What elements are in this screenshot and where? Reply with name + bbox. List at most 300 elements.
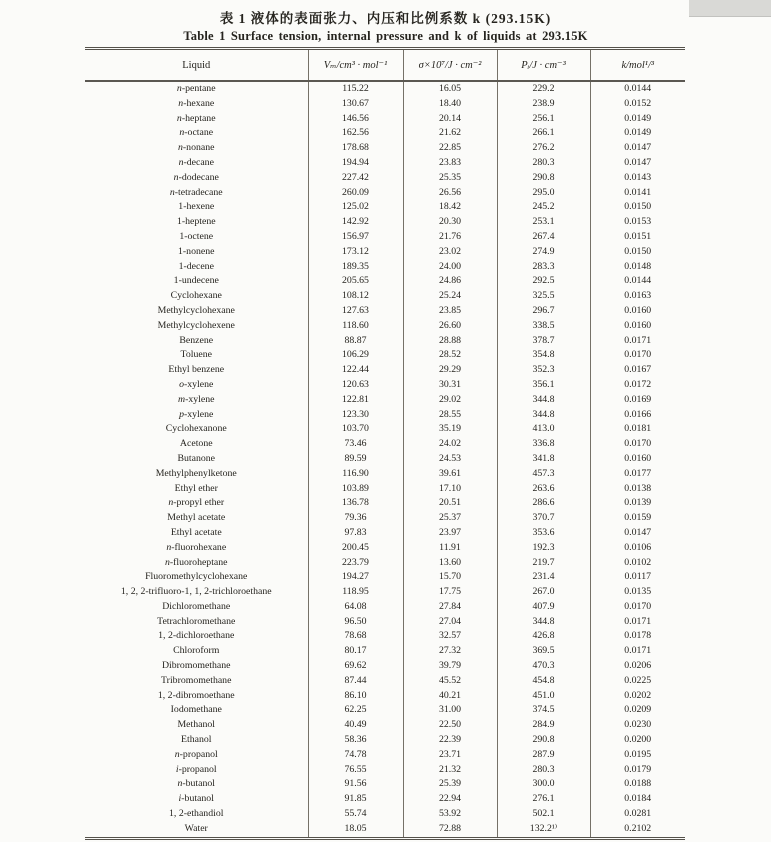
value-cell: 267.4 — [497, 230, 590, 245]
table-row — [85, 541, 685, 556]
value-cell: 22.39 — [403, 733, 497, 748]
value-cell: 344.8 — [497, 393, 590, 408]
value-cell: 146.56 — [308, 112, 403, 127]
table-row — [85, 496, 685, 511]
value-cell: 274.9 — [497, 245, 590, 260]
value-cell: 0.0171 — [590, 334, 685, 349]
value-cell: 118.95 — [308, 585, 403, 600]
liquids-table — [85, 47, 685, 840]
value-cell: 127.63 — [308, 304, 403, 319]
table-row — [85, 467, 685, 482]
value-cell: 91.85 — [308, 792, 403, 807]
table-row — [85, 81, 685, 97]
value-cell: 470.3 — [497, 659, 590, 674]
liquid-name-cell: Fluoromethylcyclohexane — [145, 571, 248, 583]
value-cell: 26.60 — [403, 319, 497, 334]
value-cell: 96.50 — [308, 615, 403, 630]
liquid-name-cell: n-pentane — [176, 83, 216, 94]
liquid-name-cell: n-fluoroheptane — [164, 556, 228, 568]
table-row — [85, 378, 685, 393]
liquid-name-cell: 1, 2-dibromoethane — [157, 689, 235, 701]
table-row — [85, 200, 685, 215]
value-cell: 125.02 — [308, 200, 403, 215]
table-row — [85, 822, 685, 838]
value-cell: 0.0159 — [590, 511, 685, 526]
liquid-name-cell: Benzene — [179, 334, 214, 346]
value-cell: 29.29 — [403, 363, 497, 378]
table-row — [85, 511, 685, 526]
table-row — [85, 186, 685, 201]
value-cell: 123.30 — [308, 408, 403, 423]
value-cell: 108.12 — [308, 289, 403, 304]
value-cell: 18.42 — [403, 200, 497, 215]
value-cell: 223.79 — [308, 556, 403, 571]
value-cell: 97.83 — [308, 526, 403, 541]
value-cell: 260.09 — [308, 186, 403, 201]
value-cell: 205.65 — [308, 274, 403, 289]
table-row — [85, 408, 685, 423]
liquid-name-cell: Tetrachloromethane — [157, 615, 236, 627]
value-cell: 58.36 — [308, 733, 403, 748]
value-cell: 286.6 — [497, 496, 590, 511]
table-row — [85, 748, 685, 763]
table-row — [85, 126, 685, 141]
table-row — [85, 112, 685, 127]
value-cell: 0.0172 — [590, 378, 685, 393]
value-cell: 266.1 — [497, 126, 590, 141]
value-cell: 21.32 — [403, 763, 497, 778]
liquid-name-cell: 1, 2, 2-trifluoro-1, 1, 2-trichloroethane — [120, 586, 272, 598]
value-cell: 103.89 — [308, 482, 403, 497]
value-cell: 413.0 — [497, 422, 590, 437]
value-cell: 27.32 — [403, 644, 497, 659]
value-cell: 17.75 — [403, 585, 497, 600]
table-row — [85, 348, 685, 363]
value-cell: 76.55 — [308, 763, 403, 778]
liquid-name-cell: Cyclohexanone — [165, 423, 227, 435]
liquid-name-cell: Chloroform — [173, 645, 220, 657]
value-cell: 194.27 — [308, 570, 403, 585]
value-cell: 0.0202 — [590, 689, 685, 704]
liquid-name-cell: n-propanol — [174, 748, 218, 760]
value-cell: 18.40 — [403, 97, 497, 112]
value-cell: 276.2 — [497, 141, 590, 156]
value-cell: 0.0141 — [590, 186, 685, 201]
value-cell: 142.92 — [308, 215, 403, 230]
value-cell: 115.22 — [308, 81, 403, 97]
value-cell: 0.0200 — [590, 733, 685, 748]
value-cell: 0.0147 — [590, 156, 685, 171]
value-cell: 325.5 — [497, 289, 590, 304]
value-cell: 0.0281 — [590, 807, 685, 822]
value-cell: 0.0167 — [590, 363, 685, 378]
value-cell: 0.0170 — [590, 600, 685, 615]
value-cell: 338.5 — [497, 319, 590, 334]
liquid-name-cell: Tribromomethane — [161, 674, 232, 686]
value-cell: 136.78 — [308, 496, 403, 511]
value-cell: 245.2 — [497, 200, 590, 215]
liquid-name-cell: o-xylene — [179, 378, 214, 390]
value-cell: 88.87 — [308, 334, 403, 349]
liquid-name-cell: n-octane — [179, 127, 214, 139]
col-header-surface-tension: σ×10⁷/J · cm⁻² — [403, 49, 497, 82]
liquid-name-cell: Butanone — [177, 452, 216, 464]
liquid-name-cell: Methanol — [177, 719, 216, 731]
value-cell: 35.19 — [403, 422, 497, 437]
liquid-name-cell: i-propanol — [175, 763, 217, 775]
liquid-name-cell: Acetone — [179, 438, 213, 450]
value-cell: 341.8 — [497, 452, 590, 467]
value-cell: 296.7 — [497, 304, 590, 319]
value-cell: 11.91 — [403, 541, 497, 556]
value-cell: 451.0 — [497, 689, 590, 704]
liquid-name-cell: n-tetradecane — [169, 186, 223, 198]
table-row — [85, 171, 685, 186]
value-cell: 23.02 — [403, 245, 497, 260]
table-row — [85, 674, 685, 689]
table-row — [85, 556, 685, 571]
value-cell: 64.08 — [308, 600, 403, 615]
value-cell: 72.88 — [403, 822, 497, 838]
value-cell: 106.29 — [308, 348, 403, 363]
value-cell: 130.67 — [308, 97, 403, 112]
table-row — [85, 482, 685, 497]
value-cell: 0.0160 — [590, 319, 685, 334]
liquid-name-cell: 1, 2-dichloroethane — [158, 630, 235, 642]
table-row — [85, 733, 685, 748]
value-cell: 0.0147 — [590, 526, 685, 541]
value-cell: 23.83 — [403, 156, 497, 171]
liquid-name-cell: 1-nonene — [178, 245, 215, 257]
value-cell: 0.0184 — [590, 792, 685, 807]
value-cell: 407.9 — [497, 600, 590, 615]
value-cell: 91.56 — [308, 777, 403, 792]
liquid-name-cell: Toluene — [180, 349, 212, 361]
value-cell: 0.0188 — [590, 777, 685, 792]
value-cell: 62.25 — [308, 703, 403, 718]
table-row — [85, 156, 685, 171]
table-row — [85, 452, 685, 467]
liquid-name-cell: Iodomethane — [170, 704, 222, 716]
value-cell: 280.3 — [497, 763, 590, 778]
value-cell: 344.8 — [497, 615, 590, 630]
value-cell: 178.68 — [308, 141, 403, 156]
value-cell: 369.5 — [497, 644, 590, 659]
value-cell: 40.49 — [308, 718, 403, 733]
table-row — [85, 615, 685, 630]
value-cell: 21.76 — [403, 230, 497, 245]
value-cell: 0.0143 — [590, 171, 685, 186]
value-cell: 238.9 — [497, 97, 590, 112]
value-cell: 0.0171 — [590, 644, 685, 659]
value-cell: 0.0102 — [590, 556, 685, 571]
liquid-name-cell: 1-octene — [179, 230, 214, 242]
liquid-name-cell: Ethyl ether — [174, 482, 218, 494]
table-row — [85, 319, 685, 334]
value-cell: 0.0166 — [590, 408, 685, 423]
value-cell: 426.8 — [497, 629, 590, 644]
value-cell: 353.6 — [497, 526, 590, 541]
value-cell: 263.6 — [497, 482, 590, 497]
liquid-name-cell: Cyclohexane — [170, 290, 222, 302]
liquid-name-cell: p-xylene — [179, 408, 214, 420]
value-cell: 118.60 — [308, 319, 403, 334]
value-cell: 454.8 — [497, 674, 590, 689]
table-row — [85, 526, 685, 541]
value-cell: 23.85 — [403, 304, 497, 319]
liquid-name-cell: Ethyl benzene — [168, 364, 225, 376]
value-cell: 24.00 — [403, 260, 497, 275]
value-cell: 0.0160 — [590, 452, 685, 467]
value-cell: 295.0 — [497, 186, 590, 201]
table-row — [85, 274, 685, 289]
value-cell: 378.7 — [497, 334, 590, 349]
value-cell: 31.00 — [403, 703, 497, 718]
value-cell: 0.0178 — [590, 629, 685, 644]
value-cell: 32.57 — [403, 629, 497, 644]
value-cell: 0.0195 — [590, 748, 685, 763]
table-row — [85, 777, 685, 792]
value-cell: 173.12 — [308, 245, 403, 260]
value-cell: 374.5 — [497, 703, 590, 718]
value-cell: 25.35 — [403, 171, 497, 186]
value-cell: 25.24 — [403, 289, 497, 304]
value-cell: 79.36 — [308, 511, 403, 526]
value-cell: 0.0139 — [590, 496, 685, 511]
value-cell: 0.0169 — [590, 393, 685, 408]
value-cell: 0.0149 — [590, 126, 685, 141]
value-cell: 89.59 — [308, 452, 403, 467]
value-cell: 15.70 — [403, 570, 497, 585]
value-cell: 292.5 — [497, 274, 590, 289]
value-cell: 20.14 — [403, 112, 497, 127]
table-row — [85, 363, 685, 378]
value-cell: 20.30 — [403, 215, 497, 230]
value-cell: 27.84 — [403, 600, 497, 615]
value-cell: 283.3 — [497, 260, 590, 275]
liquid-name-cell: n-heptane — [176, 112, 216, 124]
value-cell: 25.39 — [403, 777, 497, 792]
liquid-name-cell: Ethyl acetate — [170, 526, 222, 538]
value-cell: 253.1 — [497, 215, 590, 230]
value-cell: 344.8 — [497, 408, 590, 423]
liquid-name-cell: n-butanol — [177, 778, 216, 790]
value-cell: 267.0 — [497, 585, 590, 600]
liquid-name-cell: n-hexane — [178, 97, 215, 109]
value-cell: 28.88 — [403, 334, 497, 349]
liquid-name-cell: 1-undecene — [173, 275, 219, 287]
value-cell: 502.1 — [497, 807, 590, 822]
table-row — [85, 644, 685, 659]
value-cell: 0.0151 — [590, 230, 685, 245]
table-row — [85, 304, 685, 319]
value-cell: 28.52 — [403, 348, 497, 363]
col-header-liquid: Liquid — [85, 49, 308, 82]
table-row — [85, 600, 685, 615]
value-cell: 40.21 — [403, 689, 497, 704]
liquid-name-cell: 1, 2-ethandiol — [169, 808, 224, 820]
value-cell: 73.46 — [308, 437, 403, 452]
value-cell: 0.0225 — [590, 674, 685, 689]
value-cell: 122.81 — [308, 393, 403, 408]
value-cell: 280.3 — [497, 156, 590, 171]
liquid-name-cell: 1-hexene — [178, 201, 215, 213]
value-cell: 336.8 — [497, 437, 590, 452]
value-cell: 0.0144 — [590, 81, 685, 97]
value-cell: 194.94 — [308, 156, 403, 171]
value-cell: 39.61 — [403, 467, 497, 482]
value-cell: 0.0144 — [590, 274, 685, 289]
liquid-name-cell: n-propyl ether — [168, 497, 225, 509]
table-row — [85, 792, 685, 807]
value-cell: 22.50 — [403, 718, 497, 733]
value-cell: 16.05 — [403, 81, 497, 97]
value-cell: 284.9 — [497, 718, 590, 733]
table-row — [85, 437, 685, 452]
table-row — [85, 807, 685, 822]
header-row — [85, 49, 685, 82]
value-cell: 45.52 — [403, 674, 497, 689]
value-cell: 26.56 — [403, 186, 497, 201]
liquid-name-cell: n-dodecane — [173, 171, 219, 183]
value-cell: 23.97 — [403, 526, 497, 541]
value-cell: 0.0177 — [590, 467, 685, 482]
table-row — [85, 585, 685, 600]
value-cell: 0.0150 — [590, 200, 685, 215]
table-body — [85, 81, 685, 838]
value-cell: 39.79 — [403, 659, 497, 674]
value-cell: 23.71 — [403, 748, 497, 763]
value-cell: 132.2¹⁾ — [497, 822, 590, 838]
value-cell: 162.56 — [308, 126, 403, 141]
liquid-name-cell: Methylcyclohexene — [157, 319, 235, 331]
table-row — [85, 393, 685, 408]
table-row — [85, 289, 685, 304]
table-row — [85, 763, 685, 778]
table-row — [85, 245, 685, 260]
value-cell: 74.78 — [308, 748, 403, 763]
liquid-name-cell: Water — [184, 822, 208, 834]
col-header-k-coefficient: k/mol¹/³ — [590, 49, 685, 82]
liquid-name-cell: 1-decene — [178, 260, 214, 272]
value-cell: 18.05 — [308, 822, 403, 838]
liquid-name-cell: n-fluorohexane — [166, 541, 227, 553]
table-row — [85, 260, 685, 275]
value-cell: 287.9 — [497, 748, 590, 763]
liquid-name-cell: Methylphenylketone — [155, 467, 237, 479]
table-row — [85, 718, 685, 733]
value-cell: 457.3 — [497, 467, 590, 482]
value-cell: 352.3 — [497, 363, 590, 378]
value-cell: 0.0160 — [590, 304, 685, 319]
value-cell: 0.0181 — [590, 422, 685, 437]
value-cell: 0.0147 — [590, 141, 685, 156]
value-cell: 0.0170 — [590, 348, 685, 363]
value-cell: 103.70 — [308, 422, 403, 437]
col-header-molar-volume: Vₘ/cm³ · mol⁻¹ — [308, 49, 403, 82]
table-row — [85, 422, 685, 437]
value-cell: 28.55 — [403, 408, 497, 423]
value-cell: 0.0152 — [590, 97, 685, 112]
table-row — [85, 97, 685, 112]
value-cell: 24.86 — [403, 274, 497, 289]
value-cell: 0.0149 — [590, 112, 685, 127]
value-cell: 20.51 — [403, 496, 497, 511]
value-cell: 80.17 — [308, 644, 403, 659]
value-cell: 0.0153 — [590, 215, 685, 230]
table-row — [85, 215, 685, 230]
value-cell: 290.8 — [497, 171, 590, 186]
liquid-name-cell: Ethanol — [181, 734, 212, 746]
value-cell: 189.35 — [308, 260, 403, 275]
value-cell: 69.62 — [308, 659, 403, 674]
value-cell: 0.0106 — [590, 541, 685, 556]
value-cell: 0.0148 — [590, 260, 685, 275]
value-cell: 256.1 — [497, 112, 590, 127]
liquid-name-cell: 1-heptene — [176, 216, 216, 228]
value-cell: 229.2 — [497, 81, 590, 97]
value-cell: 55.74 — [308, 807, 403, 822]
value-cell: 370.7 — [497, 511, 590, 526]
value-cell: 78.68 — [308, 629, 403, 644]
value-cell: 0.0163 — [590, 289, 685, 304]
value-cell: 0.0209 — [590, 703, 685, 718]
value-cell: 13.60 — [403, 556, 497, 571]
liquid-name-cell: i-butanol — [178, 793, 214, 805]
value-cell: 0.0150 — [590, 245, 685, 260]
table-title-chinese: 表 1 液体的表面张力、内压和比例系数 k (293.15K) — [219, 11, 552, 26]
liquid-name-cell: n-decane — [178, 156, 214, 168]
value-cell: 0.0138 — [590, 482, 685, 497]
liquid-name-cell: Dibromomethane — [161, 660, 231, 672]
table-title-english: Table 1 Surface tension, internal pressure and k of liquids at 293.15K — [183, 29, 588, 43]
value-cell: 29.02 — [403, 393, 497, 408]
value-cell: 30.31 — [403, 378, 497, 393]
col-header-internal-pressure: Pᵢ/J · cm⁻³ — [497, 49, 590, 82]
value-cell: 231.4 — [497, 570, 590, 585]
value-cell: 0.0171 — [590, 615, 685, 630]
value-cell: 86.10 — [308, 689, 403, 704]
table-row — [85, 629, 685, 644]
table-row — [85, 703, 685, 718]
value-cell: 192.3 — [497, 541, 590, 556]
liquid-name-cell: Methyl acetate — [167, 512, 226, 524]
value-cell: 21.62 — [403, 126, 497, 141]
value-cell: 22.85 — [403, 141, 497, 156]
table-row — [85, 570, 685, 585]
value-cell: 0.0230 — [590, 718, 685, 733]
value-cell: 22.94 — [403, 792, 497, 807]
value-cell: 300.0 — [497, 777, 590, 792]
value-cell: 24.02 — [403, 437, 497, 452]
value-cell: 87.44 — [308, 674, 403, 689]
value-cell: 0.2102 — [590, 822, 685, 838]
liquid-name-cell: Methylcyclohexane — [157, 304, 235, 316]
value-cell: 0.0117 — [590, 570, 685, 585]
value-cell: 354.8 — [497, 348, 590, 363]
value-cell: 0.0179 — [590, 763, 685, 778]
value-cell: 53.92 — [403, 807, 497, 822]
value-cell: 120.63 — [308, 378, 403, 393]
value-cell: 356.1 — [497, 378, 590, 393]
liquid-name-cell: m-xylene — [178, 393, 215, 405]
value-cell: 290.8 — [497, 733, 590, 748]
value-cell: 219.7 — [497, 556, 590, 571]
table-row — [85, 230, 685, 245]
value-cell: 27.04 — [403, 615, 497, 630]
value-cell: 156.97 — [308, 230, 403, 245]
table-row — [85, 334, 685, 349]
